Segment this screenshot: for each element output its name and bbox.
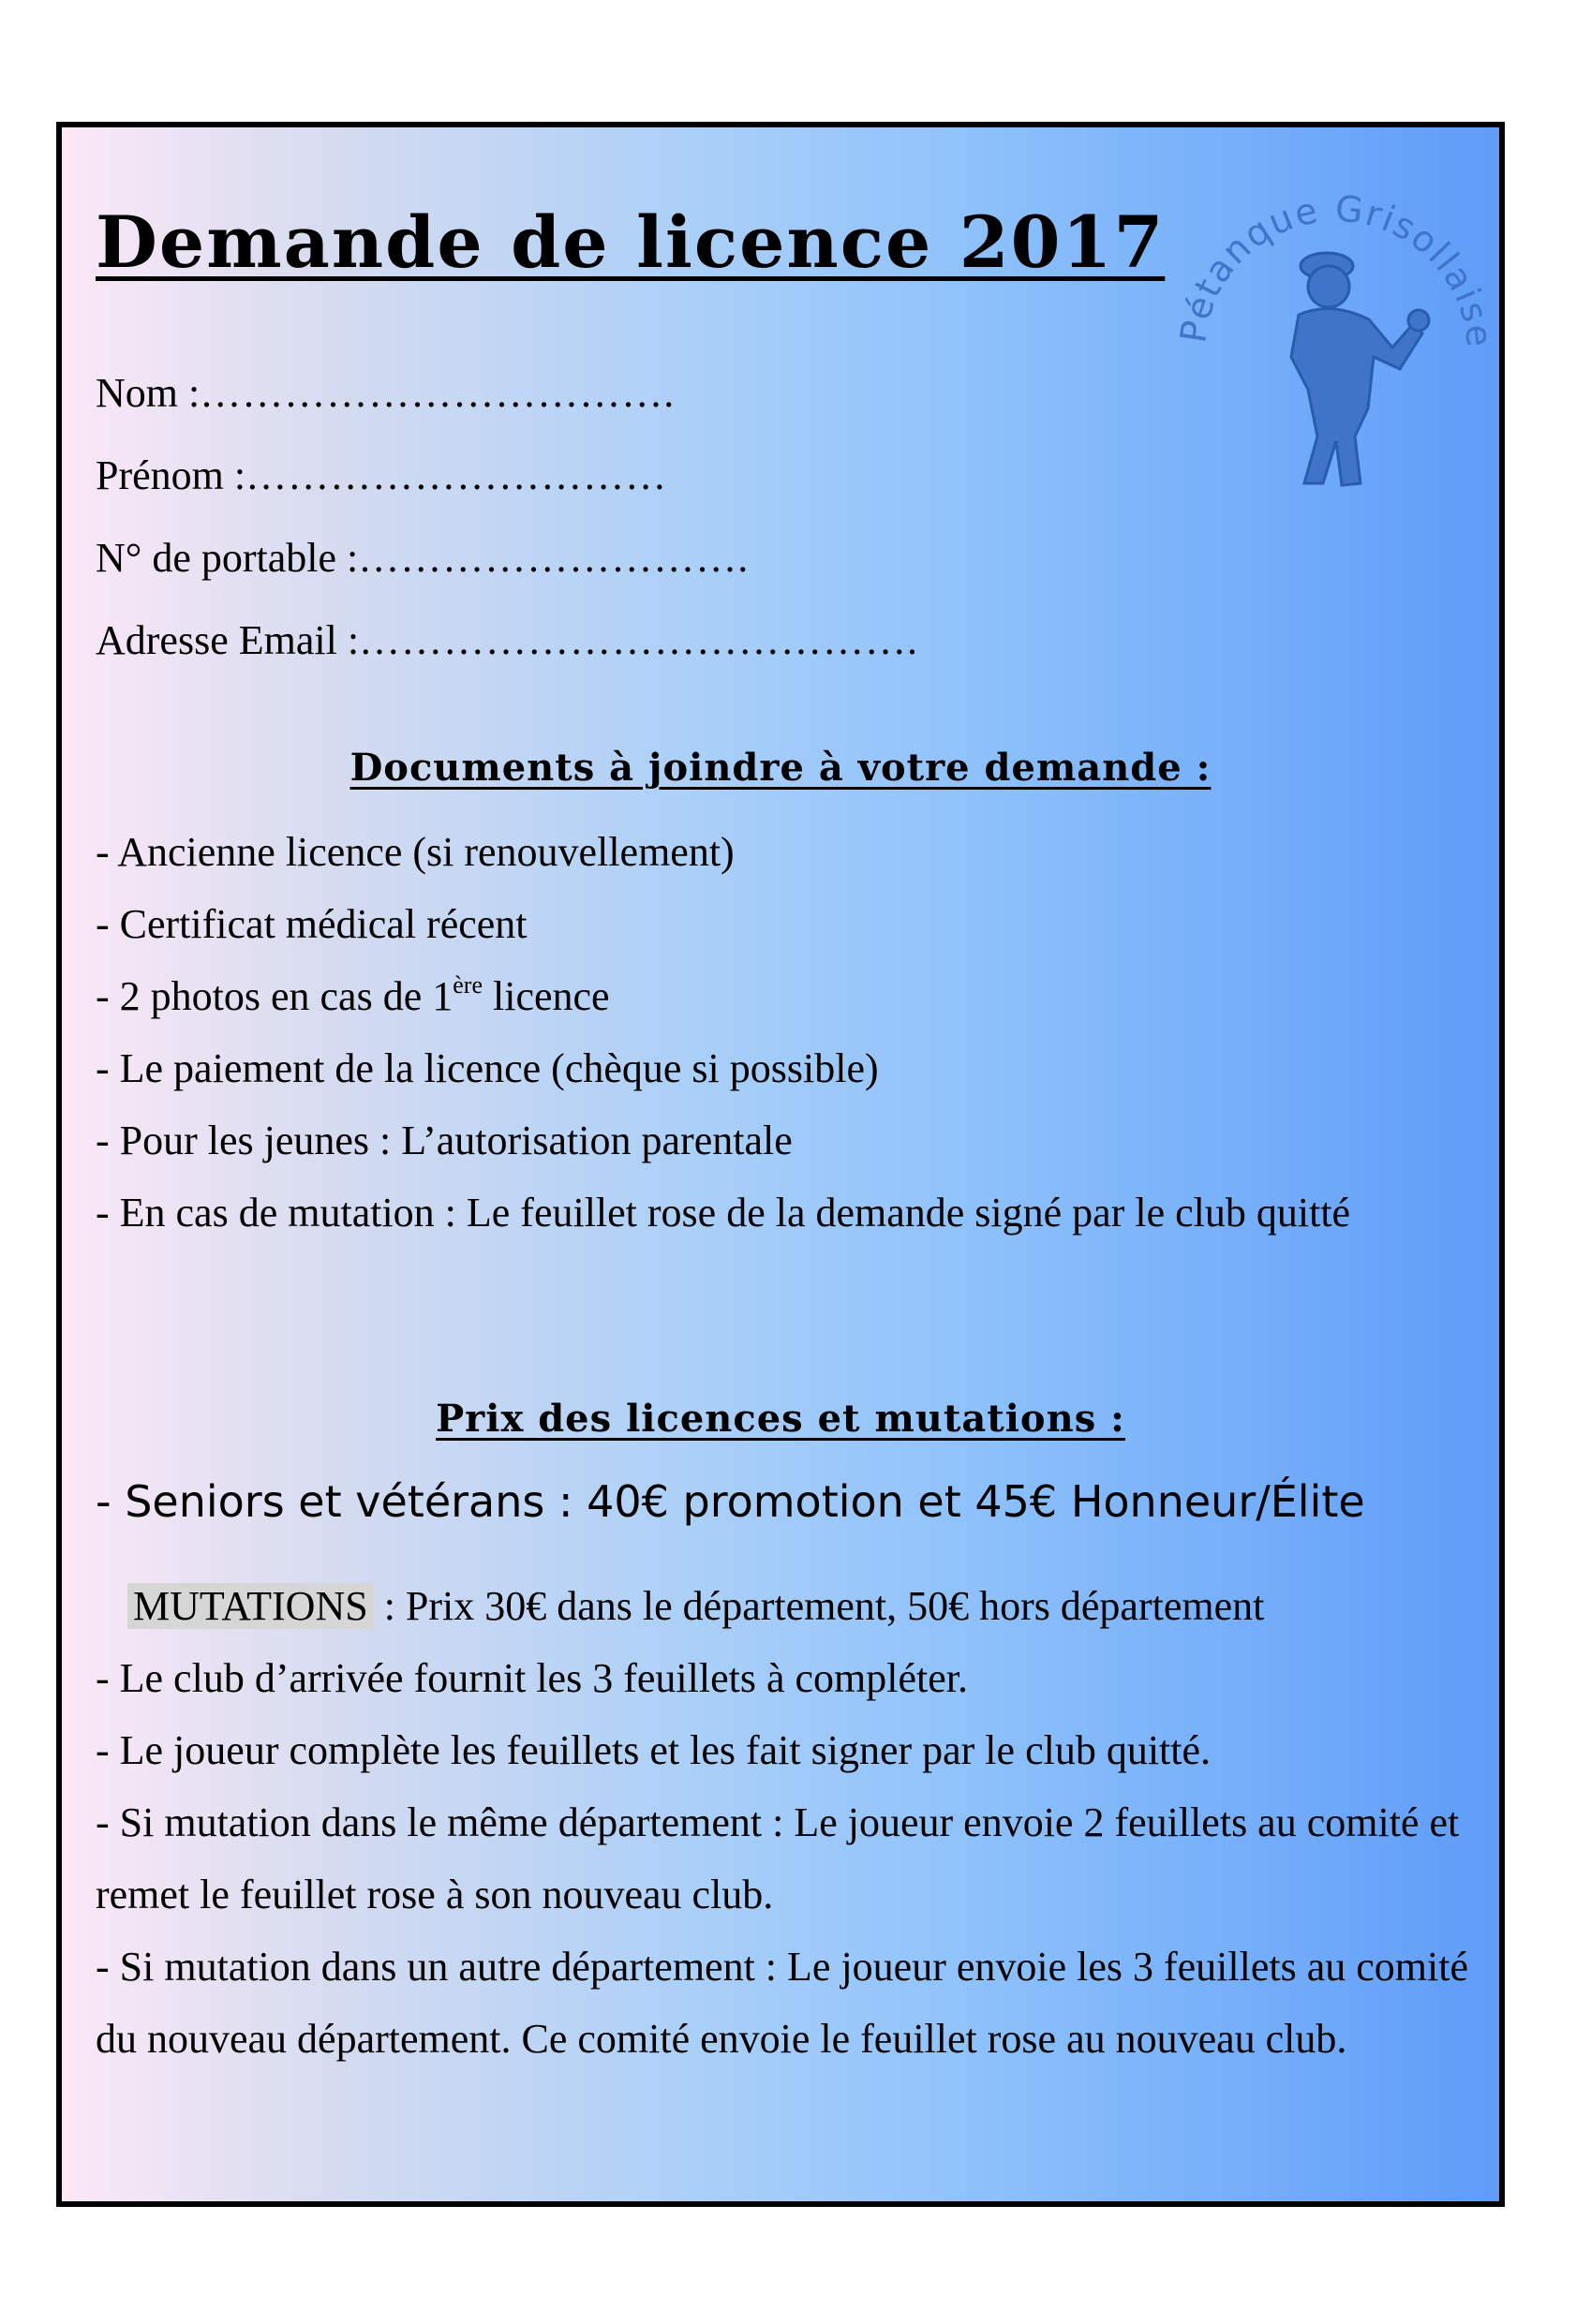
documents-list xyxy=(96,816,1473,1249)
field-email xyxy=(96,600,918,682)
license-form-frame xyxy=(56,122,1505,2207)
field-portable-dots: ………………………. xyxy=(358,535,750,581)
photos-superscript: ère xyxy=(453,971,483,999)
list-item: - Certificat médical récent xyxy=(96,901,528,947)
player-silhouette-icon xyxy=(1291,253,1429,485)
field-nom xyxy=(96,352,918,435)
field-email-label: Adresse Email : xyxy=(96,617,360,663)
prices-heading: Prix des licences et mutations : xyxy=(436,1397,1125,1441)
list-item: - Pour les jeunes : L’autorisation parentale xyxy=(96,1118,793,1163)
list-item: - Si mutation dans le même département : Le joueur envoie 2 feuillets au comité et remet le feuillet rose à son nouveau club. xyxy=(96,1799,1460,1917)
field-prenom-dots: ………………………… xyxy=(245,452,668,498)
field-portable-label: N° de portable : xyxy=(96,535,359,581)
field-email-dots: …………………………………. xyxy=(359,617,919,663)
documents-heading: Documents à joindre à votre demande : xyxy=(349,746,1212,790)
page-title: Demande de licence 2017 xyxy=(96,200,1166,284)
field-portable xyxy=(96,517,918,600)
list-item: - Ancienne licence (si renouvellement) xyxy=(96,829,735,875)
field-prenom-label: Prénom : xyxy=(96,452,246,498)
photos-suffix: licence xyxy=(483,973,610,1019)
mutations-price-line xyxy=(96,1570,1482,1642)
mutations-price-text: : Prix 30€ dans le département, 50€ hors département xyxy=(373,1583,1265,1629)
list-item: - Si mutation dans un autre département : Le joueur envoie les 3 feuillets au comité du nouveau département. Ce comité envoie le feuillet rose au nouveau club. xyxy=(96,1944,1468,2062)
applicant-fields xyxy=(96,352,918,682)
petanque-grisollaise-logo xyxy=(1167,155,1505,530)
list-item: - Le club d’arrivée fournit les 3 feuillets à compléter. xyxy=(96,1655,968,1701)
mutations-section xyxy=(96,1570,1482,2075)
mutations-label: MUTATIONS xyxy=(127,1583,374,1629)
list-item: - Le joueur complète les feuillets et les fait signer par le club quitté. xyxy=(96,1727,1212,1773)
list-item: - Le paiement de la licence (chèque si possible) xyxy=(96,1045,879,1091)
photos-text: - 2 photos en cas de 1 xyxy=(96,973,453,1019)
list-item: - En cas de mutation : Le feuillet rose de la demande signé par le club quitté xyxy=(96,1190,1351,1236)
field-nom-dots: ……………………………. xyxy=(200,370,676,416)
seniors-price: - Seniors et vétérans : 40€ promotion et 45€ Honneur/Élite xyxy=(96,1476,1365,1527)
logo-text: Pétanque Grisollaise xyxy=(1172,187,1501,350)
list-item xyxy=(96,960,1473,1032)
field-nom-label: Nom : xyxy=(96,370,201,416)
field-prenom xyxy=(96,435,918,517)
